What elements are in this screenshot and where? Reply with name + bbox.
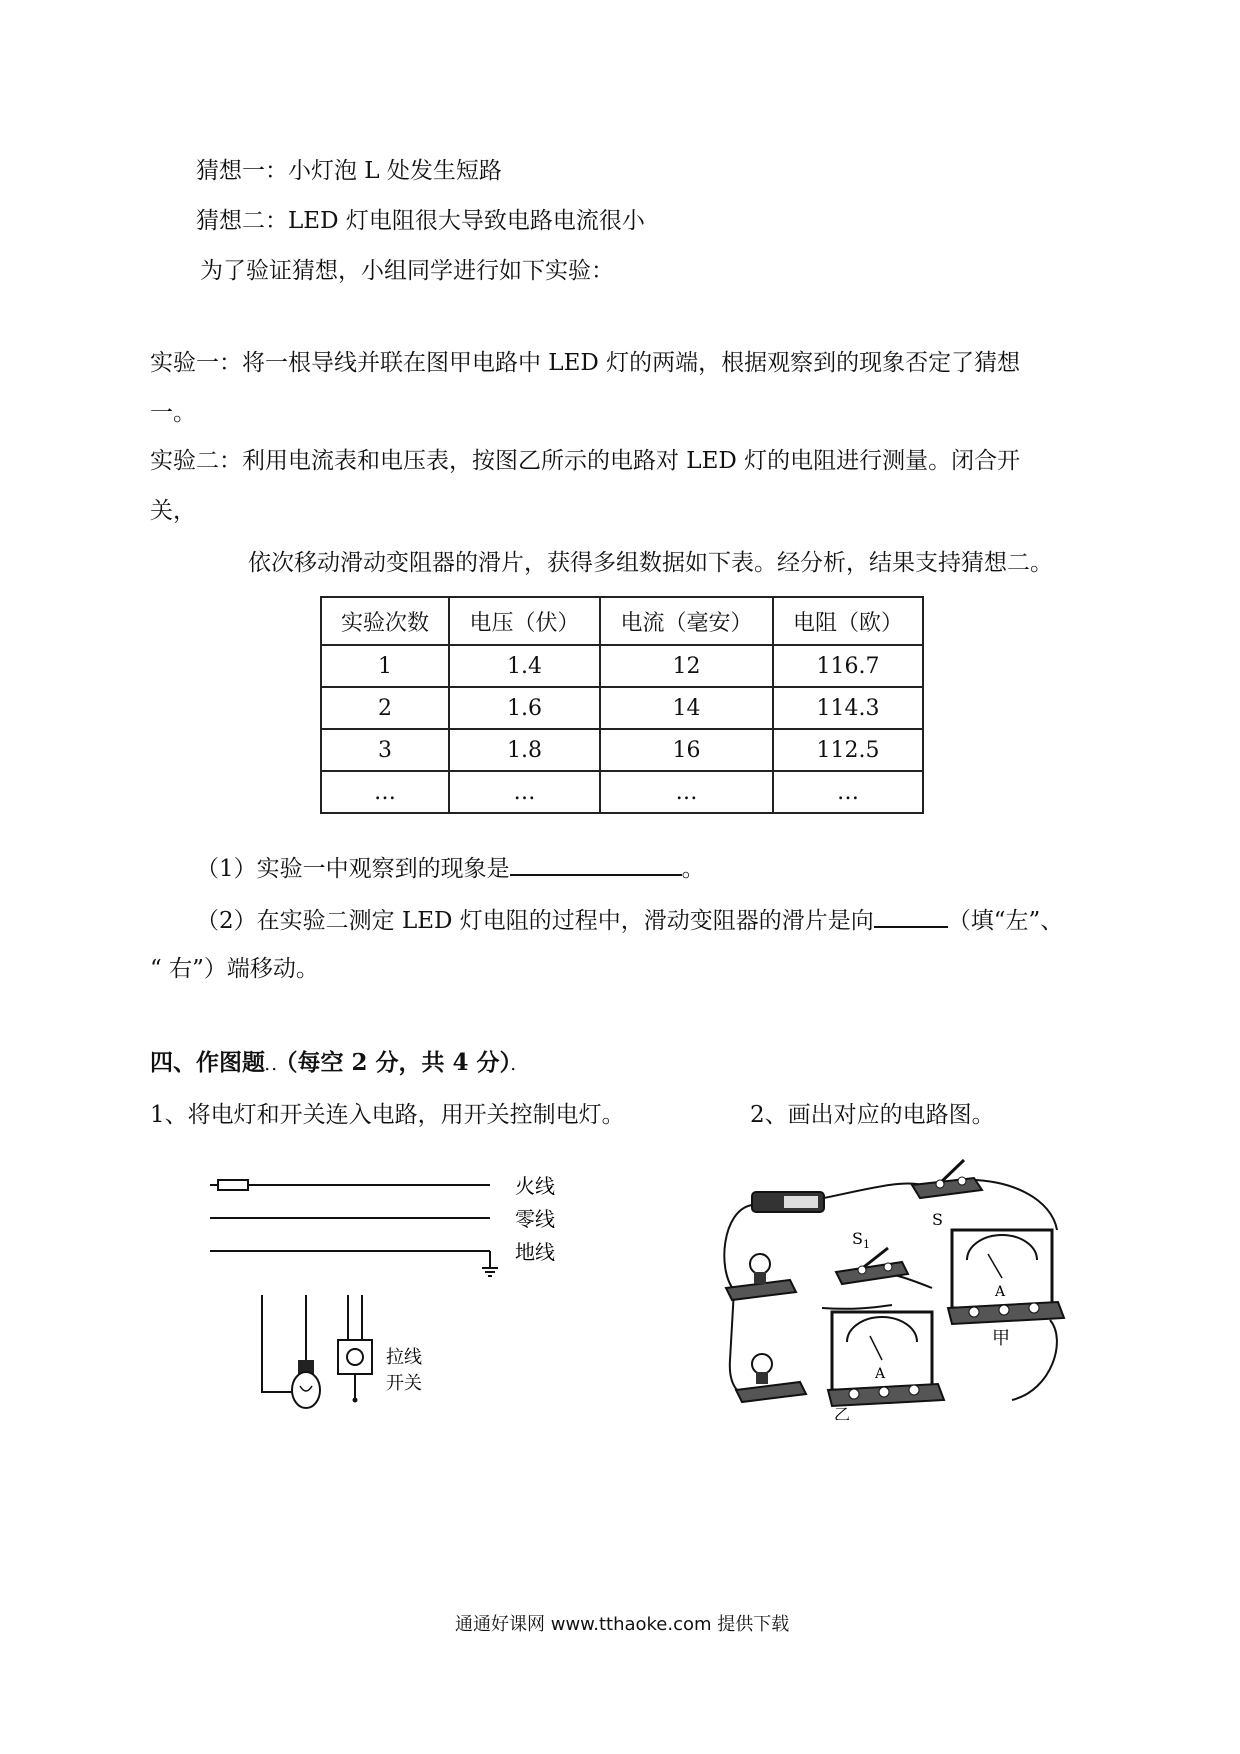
- table-cell: 116.7: [773, 645, 923, 687]
- drawing-task-2: 2、画出对应的电路图。: [750, 1102, 995, 1128]
- section-4-score: （每空 2 分，共 4 分）: [286, 1049, 512, 1076]
- switch-s-label: S: [932, 1210, 943, 1229]
- ammeter-jia-caption: 甲: [992, 1328, 1010, 1349]
- table-cell: …: [321, 771, 449, 813]
- ammeter-jia-label: A: [995, 1284, 1006, 1300]
- table-cell: …: [449, 771, 600, 813]
- table-cell: 112.5: [773, 729, 923, 771]
- light-bulb-icon: [262, 1295, 320, 1408]
- question-1-end: 。: [681, 856, 705, 882]
- ground-symbol-icon: [482, 1251, 498, 1276]
- hypothesis-2: 猜想二：LED 灯电阻很大导致电路电流很小: [196, 208, 645, 234]
- question-2-line-2: “ 右”）端移动。: [150, 956, 319, 982]
- table-header-row: [321, 597, 923, 645]
- table-header-cell: 电流（毫安）: [600, 597, 773, 645]
- live-wire-label: 火线: [515, 1174, 555, 1198]
- table-cell: 114.3: [773, 687, 923, 729]
- drawing-task-1: 1、将电灯和开关连入电路，用开关控制电灯。: [150, 1102, 625, 1128]
- battery-icon: [752, 1192, 824, 1212]
- ground-wire-label: 地线: [515, 1240, 555, 1264]
- table-cell: …: [773, 771, 923, 813]
- section-4-title: 四、作图题: [150, 1049, 265, 1076]
- question-1: [196, 852, 705, 884]
- table-cell: 1.6: [449, 687, 600, 729]
- table-cell: …: [600, 771, 773, 813]
- lamp-2-icon: [736, 1354, 806, 1402]
- ammeter-yi-label: A: [875, 1366, 886, 1382]
- experiment-1-line-1: 实验一：将一根导线并联在图甲电路中 LED 灯的两端，根据观察到的现象否定了猜想: [150, 350, 1021, 376]
- switch-s-icon: [912, 1160, 982, 1198]
- table-row: [321, 645, 923, 687]
- switch-s1-label: $S_1$: [852, 1229, 870, 1251]
- neutral-wire-label: 零线: [515, 1207, 555, 1231]
- pull-switch-label-1: 拉线: [386, 1347, 422, 1368]
- ammeter-yi-caption: 乙: [834, 1405, 851, 1420]
- table-cell: 1.8: [449, 729, 600, 771]
- question-1-answer-blank[interactable]: [510, 852, 682, 876]
- switch-s1-icon: [836, 1248, 908, 1284]
- physical-circuit-figure: [712, 1150, 1072, 1420]
- table-cell: 2: [321, 687, 449, 729]
- experiment-intro: 为了验证猜想，小组同学进行如下实验：: [200, 258, 614, 284]
- table-header-cell: 电压（伏）: [449, 597, 600, 645]
- table-cell: 1.4: [449, 645, 600, 687]
- hypothesis-1: 猜想一：小灯泡 L 处发生短路: [196, 158, 502, 184]
- table-row: [321, 771, 923, 813]
- question-1-text: （1）实验一中观察到的现象是: [196, 856, 510, 882]
- ammeter-yi-icon: [828, 1312, 944, 1406]
- measurement-table: [320, 596, 924, 814]
- experiment-2-line-2: 关，: [150, 498, 196, 524]
- experiment-2-line-1: 实验二：利用电流表和电压表，按图乙所示的电路对 LED 灯的电阻进行测量。闭合开: [150, 448, 1021, 474]
- table-header-cell: 实验次数: [321, 597, 449, 645]
- table-cell: 3: [321, 729, 449, 771]
- question-2-hint: （填“左”、: [947, 908, 1064, 934]
- section-4-heading: [150, 1048, 525, 1081]
- pull-switch-label-2: 开关: [386, 1373, 422, 1394]
- pull-switch-icon: [338, 1295, 372, 1403]
- table-header-cell: 电阻（欧）: [773, 597, 923, 645]
- table-row: [321, 729, 923, 771]
- fuse: [218, 1180, 248, 1190]
- lamp-1-icon: [726, 1254, 796, 1300]
- footer-download-credit: 通通好课网 www.tthaoke.com 提供下载: [455, 1614, 790, 1635]
- question-2-answer-blank[interactable]: [874, 904, 948, 928]
- question-2-text: （2）在实验二测定 LED 灯电阻的过程中，滑动变阻器的滑片是向: [196, 908, 874, 934]
- question-2: [196, 904, 1063, 936]
- section-4-score-dot: ．: [511, 1058, 526, 1074]
- experiment-1-line-2: 一。: [150, 400, 196, 426]
- household-wiring-figure: [190, 1160, 590, 1410]
- experiment-2-line-3: 依次移动滑动变阻器的滑片，获得多组数据如下表。经分析，结果支持猜想二。: [248, 550, 1053, 576]
- ammeter-jia-icon: [948, 1230, 1064, 1324]
- table-row: [321, 687, 923, 729]
- table-cell: 12: [600, 645, 773, 687]
- table-cell: 1: [321, 645, 449, 687]
- table-cell: 16: [600, 729, 773, 771]
- table-cell: 14: [600, 687, 773, 729]
- section-4-dots: ．．: [265, 1058, 286, 1074]
